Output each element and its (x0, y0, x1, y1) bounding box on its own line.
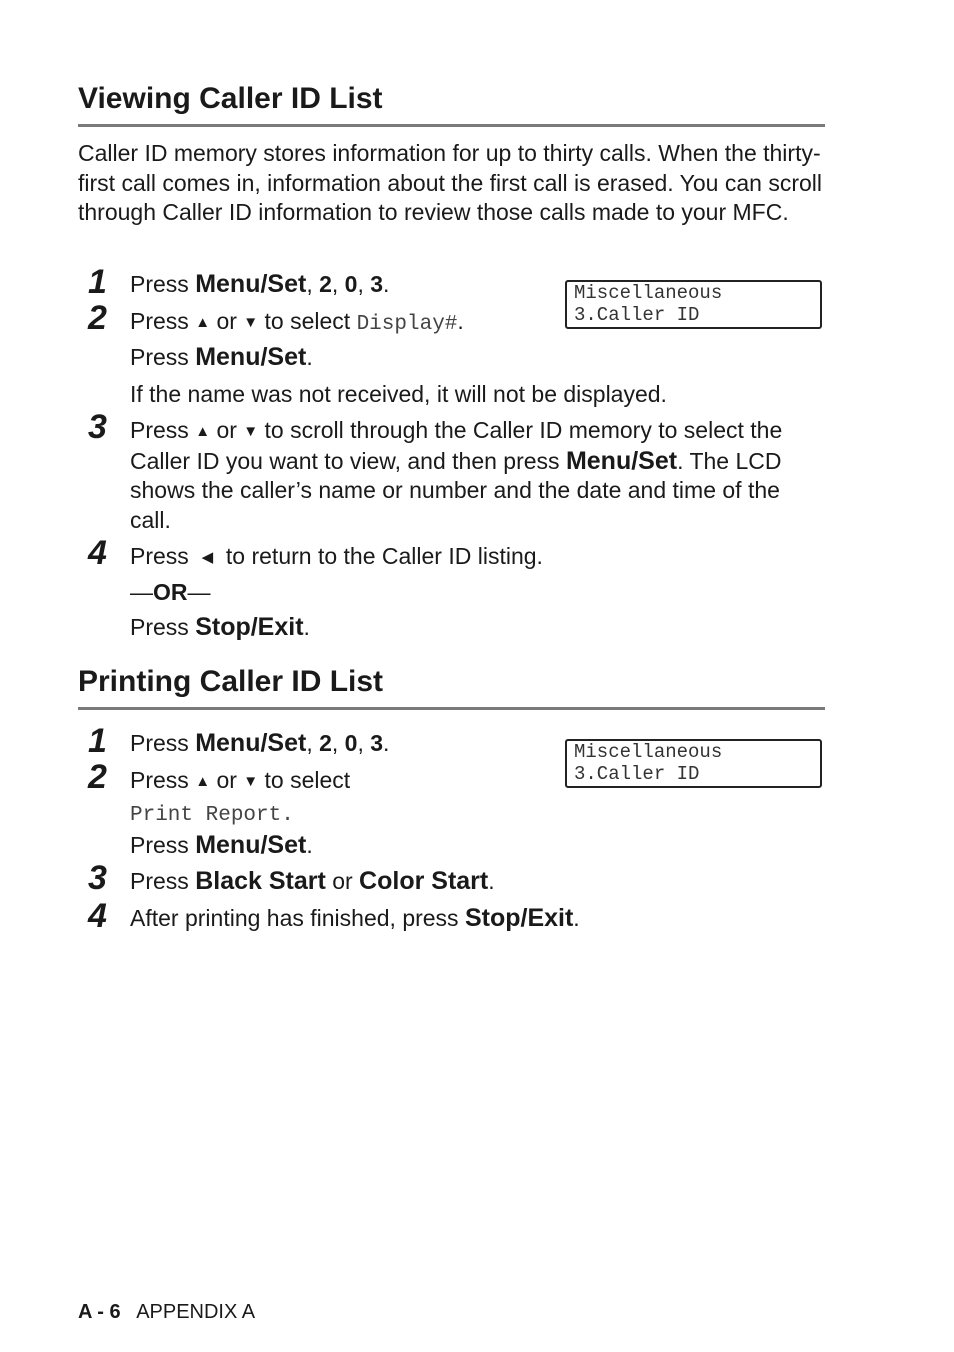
page-footer (78, 1301, 255, 1324)
step-number: 1 (88, 263, 107, 301)
up-arrow-icon: ▲ (195, 773, 211, 790)
lcd-line-2: 3.Caller ID (574, 763, 700, 785)
step-text: Press Menu/Set, 2, 0, 3. (130, 270, 390, 298)
or-separator: —OR— (130, 579, 211, 605)
step-number: 2 (88, 299, 107, 337)
step-text: Press Menu/Set. (130, 343, 313, 371)
step-text: Press ▲ or ▼ to scroll through the Caller ID memory to select the Caller ID you want to view, and then press Menu/Set. The LCD shows the caller’s name or number and the date and time of the call. (130, 417, 783, 533)
up-arrow-icon: ▲ (195, 314, 211, 331)
step-text: After printing has finished, press Stop/Exit. (130, 904, 580, 932)
lcd-display (565, 739, 822, 788)
lcd-line-1: Miscellaneous (574, 741, 723, 763)
step-text: Press Menu/Set. (130, 831, 313, 859)
step-number: 3 (88, 859, 107, 897)
section-rule (78, 124, 825, 127)
step-number: 1 (88, 722, 107, 760)
down-arrow-icon: ▼ (243, 423, 259, 440)
menu-option: Display# (356, 313, 458, 336)
step-note: If the name was not received, it will not be displayed. (130, 381, 667, 407)
down-arrow-icon: ▼ (243, 314, 259, 331)
step-number: 2 (88, 758, 107, 796)
down-arrow-icon: ▼ (243, 773, 259, 790)
step-number: 3 (88, 408, 107, 446)
lcd-line-1: Miscellaneous (574, 282, 723, 304)
menu-option: Print Report (130, 804, 282, 827)
intro-paragraph: Caller ID memory stores information for up to thirty calls. When the thirty-first call comes in, information about the first call is erased. You can scroll through Caller ID information to review those calls made to your MFC. (78, 140, 823, 225)
step-text: Press Stop/Exit. (130, 613, 310, 641)
footer-label: APPENDIX A (136, 1301, 256, 1323)
step-text: Press Menu/Set, 2, 0, 3. (130, 729, 390, 757)
lcd-display (565, 280, 822, 329)
step-number: 4 (88, 534, 107, 572)
section-title-printing: Printing Caller ID List (78, 665, 384, 698)
step-text: Press ◀ to return to the Caller ID listing. (130, 543, 543, 569)
step-text: Print Report. (130, 804, 294, 827)
section-rule (78, 707, 825, 710)
section-title-viewing: Viewing Caller ID List (78, 82, 383, 115)
step-text: Press ▲ or ▼ to select (130, 767, 351, 793)
step-text: Press Black Start or Color Start. (130, 867, 495, 895)
up-arrow-icon: ▲ (195, 423, 211, 440)
page-number: A - 6 (78, 1301, 121, 1323)
step-number: 4 (88, 897, 107, 935)
lcd-line-2: 3.Caller ID (574, 304, 700, 326)
left-arrow-icon: ◀ (201, 549, 214, 566)
step-text: Press ▲ or ▼ to select Display#. (130, 308, 464, 336)
